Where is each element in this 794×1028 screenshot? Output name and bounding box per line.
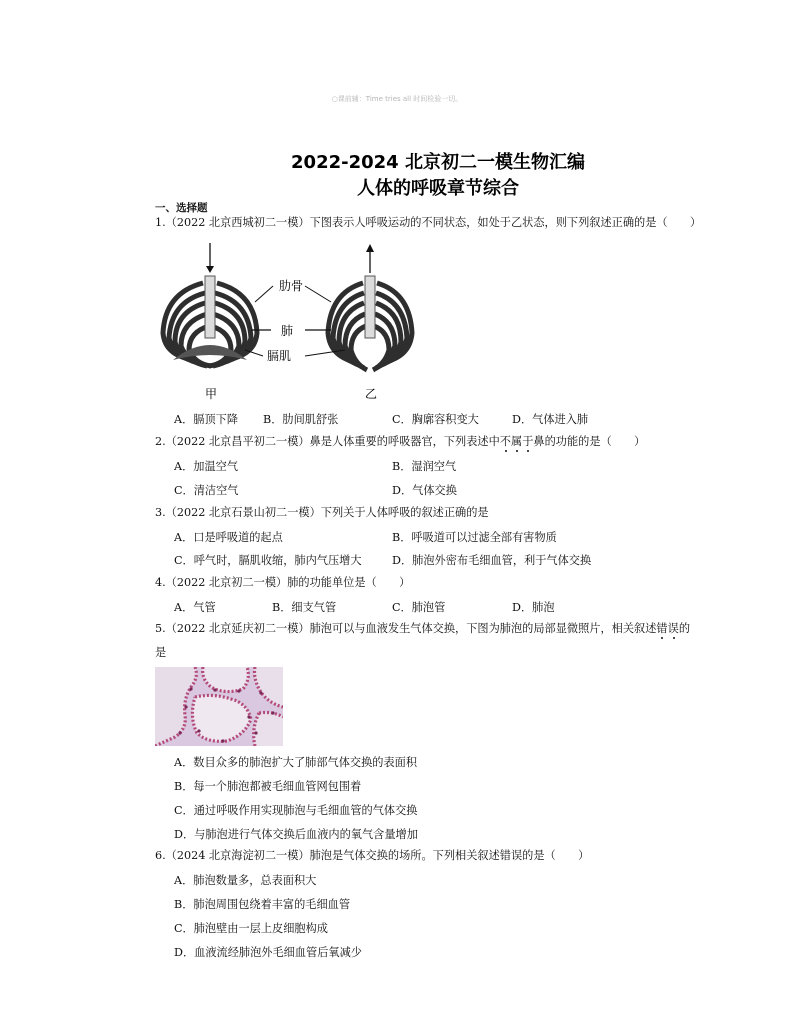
watermark: ○课前辅：Time tries all 时间检验一切。 <box>331 95 463 103</box>
question-2-stem: 2.（2022 北京昌平初二一模）鼻是人体重要的呼吸器官，下列表述中不属于鼻的功能的是（ ） <box>155 435 646 448</box>
q3-option-d: D．肺泡外密布毛细血管，利于气体交换 <box>392 554 592 567</box>
q5-option-b: B．每一个肺泡都被毛细血管网包围着 <box>174 780 362 793</box>
q6-option-a: A．肺泡数量多，总表面积大 <box>174 874 317 887</box>
question-1-stem: 1.（2022 北京西城初二一模）下图表示人呼吸运动的不同状态，如处于乙状态，则下列叙述正确的是（ ） <box>155 216 702 229</box>
q6-option-d: D．血液流经肺泡外毛细血管后氧减少 <box>174 946 362 959</box>
q2-option-b: B．湿润空气 <box>392 460 457 473</box>
q4-option-a: A．气管 <box>174 601 216 614</box>
q5-option-d: D．与肺泡进行气体交换后血液内的氧气含量增加 <box>174 828 418 841</box>
q2-option-d: D．气体交换 <box>392 484 457 497</box>
q1-option-d: D．气体进入肺 <box>512 413 589 426</box>
q1-option-c: C．胸廓容积变大 <box>392 413 479 426</box>
q1-option-a: A．膈顶下降 <box>174 413 239 426</box>
alveoli-micrograph <box>155 667 283 746</box>
q4-option-d: D．肺泡 <box>512 601 555 614</box>
q4-option-c: C．肺泡管 <box>392 601 446 614</box>
label-lung: 肺 <box>281 324 294 338</box>
page-subtitle: 人体的呼吸章节综合 <box>357 178 519 199</box>
q1-option-b: B．肋间肌舒张 <box>263 413 339 426</box>
q5-option-c: C．通过呼吸作用实现肺泡与毛细血管的气体交换 <box>174 804 418 817</box>
q3-option-c: C．呼气时，膈肌收缩，肺内气压增大 <box>174 554 362 567</box>
q3-option-a: A．口是呼吸道的起点 <box>174 531 283 544</box>
page-title: 2022-2024 北京初二一模生物汇编 <box>291 152 585 173</box>
q6-option-b: B．肺泡周围包绕着丰富的毛细血管 <box>174 898 351 911</box>
q6-option-c: C．肺泡壁由一层上皮细胞构成 <box>174 922 328 935</box>
question-4-stem: 4.（2022 北京初二一模）肺的功能单位是（ ） <box>155 576 411 589</box>
question-3-stem: 3.（2022 北京石景山初二一模）下列关于人体呼吸的叙述正确的是 <box>155 506 489 519</box>
question-6-stem: 6.（2024 北京海淀初二一模）肺泡是气体交换的场所。下列相关叙述错误的是（ ） <box>155 849 590 862</box>
q5-option-a: A．数目众多的肺泡扩大了肺部气体交换的表面积 <box>174 756 418 769</box>
label-jia: 甲 <box>205 387 218 401</box>
q2-option-c: C．清洁空气 <box>174 484 239 497</box>
q3-option-b: B．呼吸道可以过滤全部有害物质 <box>392 531 557 544</box>
ribcage-figure <box>155 238 425 403</box>
question-5-stem: 5.（2022 北京延庆初二一模）肺泡可以与血液发生气体交换，下图为肺泡的局部显微照片，相关叙述错误的是 <box>155 622 691 659</box>
label-rib: 肋骨 <box>279 279 304 293</box>
section-heading: 一、选择题 <box>155 202 208 214</box>
label-diaphragm: 膈肌 <box>267 349 292 363</box>
q2-option-a: A．加温空气 <box>174 460 239 473</box>
q4-option-b: B．细支气管 <box>272 601 337 614</box>
label-yi: 乙 <box>365 387 378 401</box>
